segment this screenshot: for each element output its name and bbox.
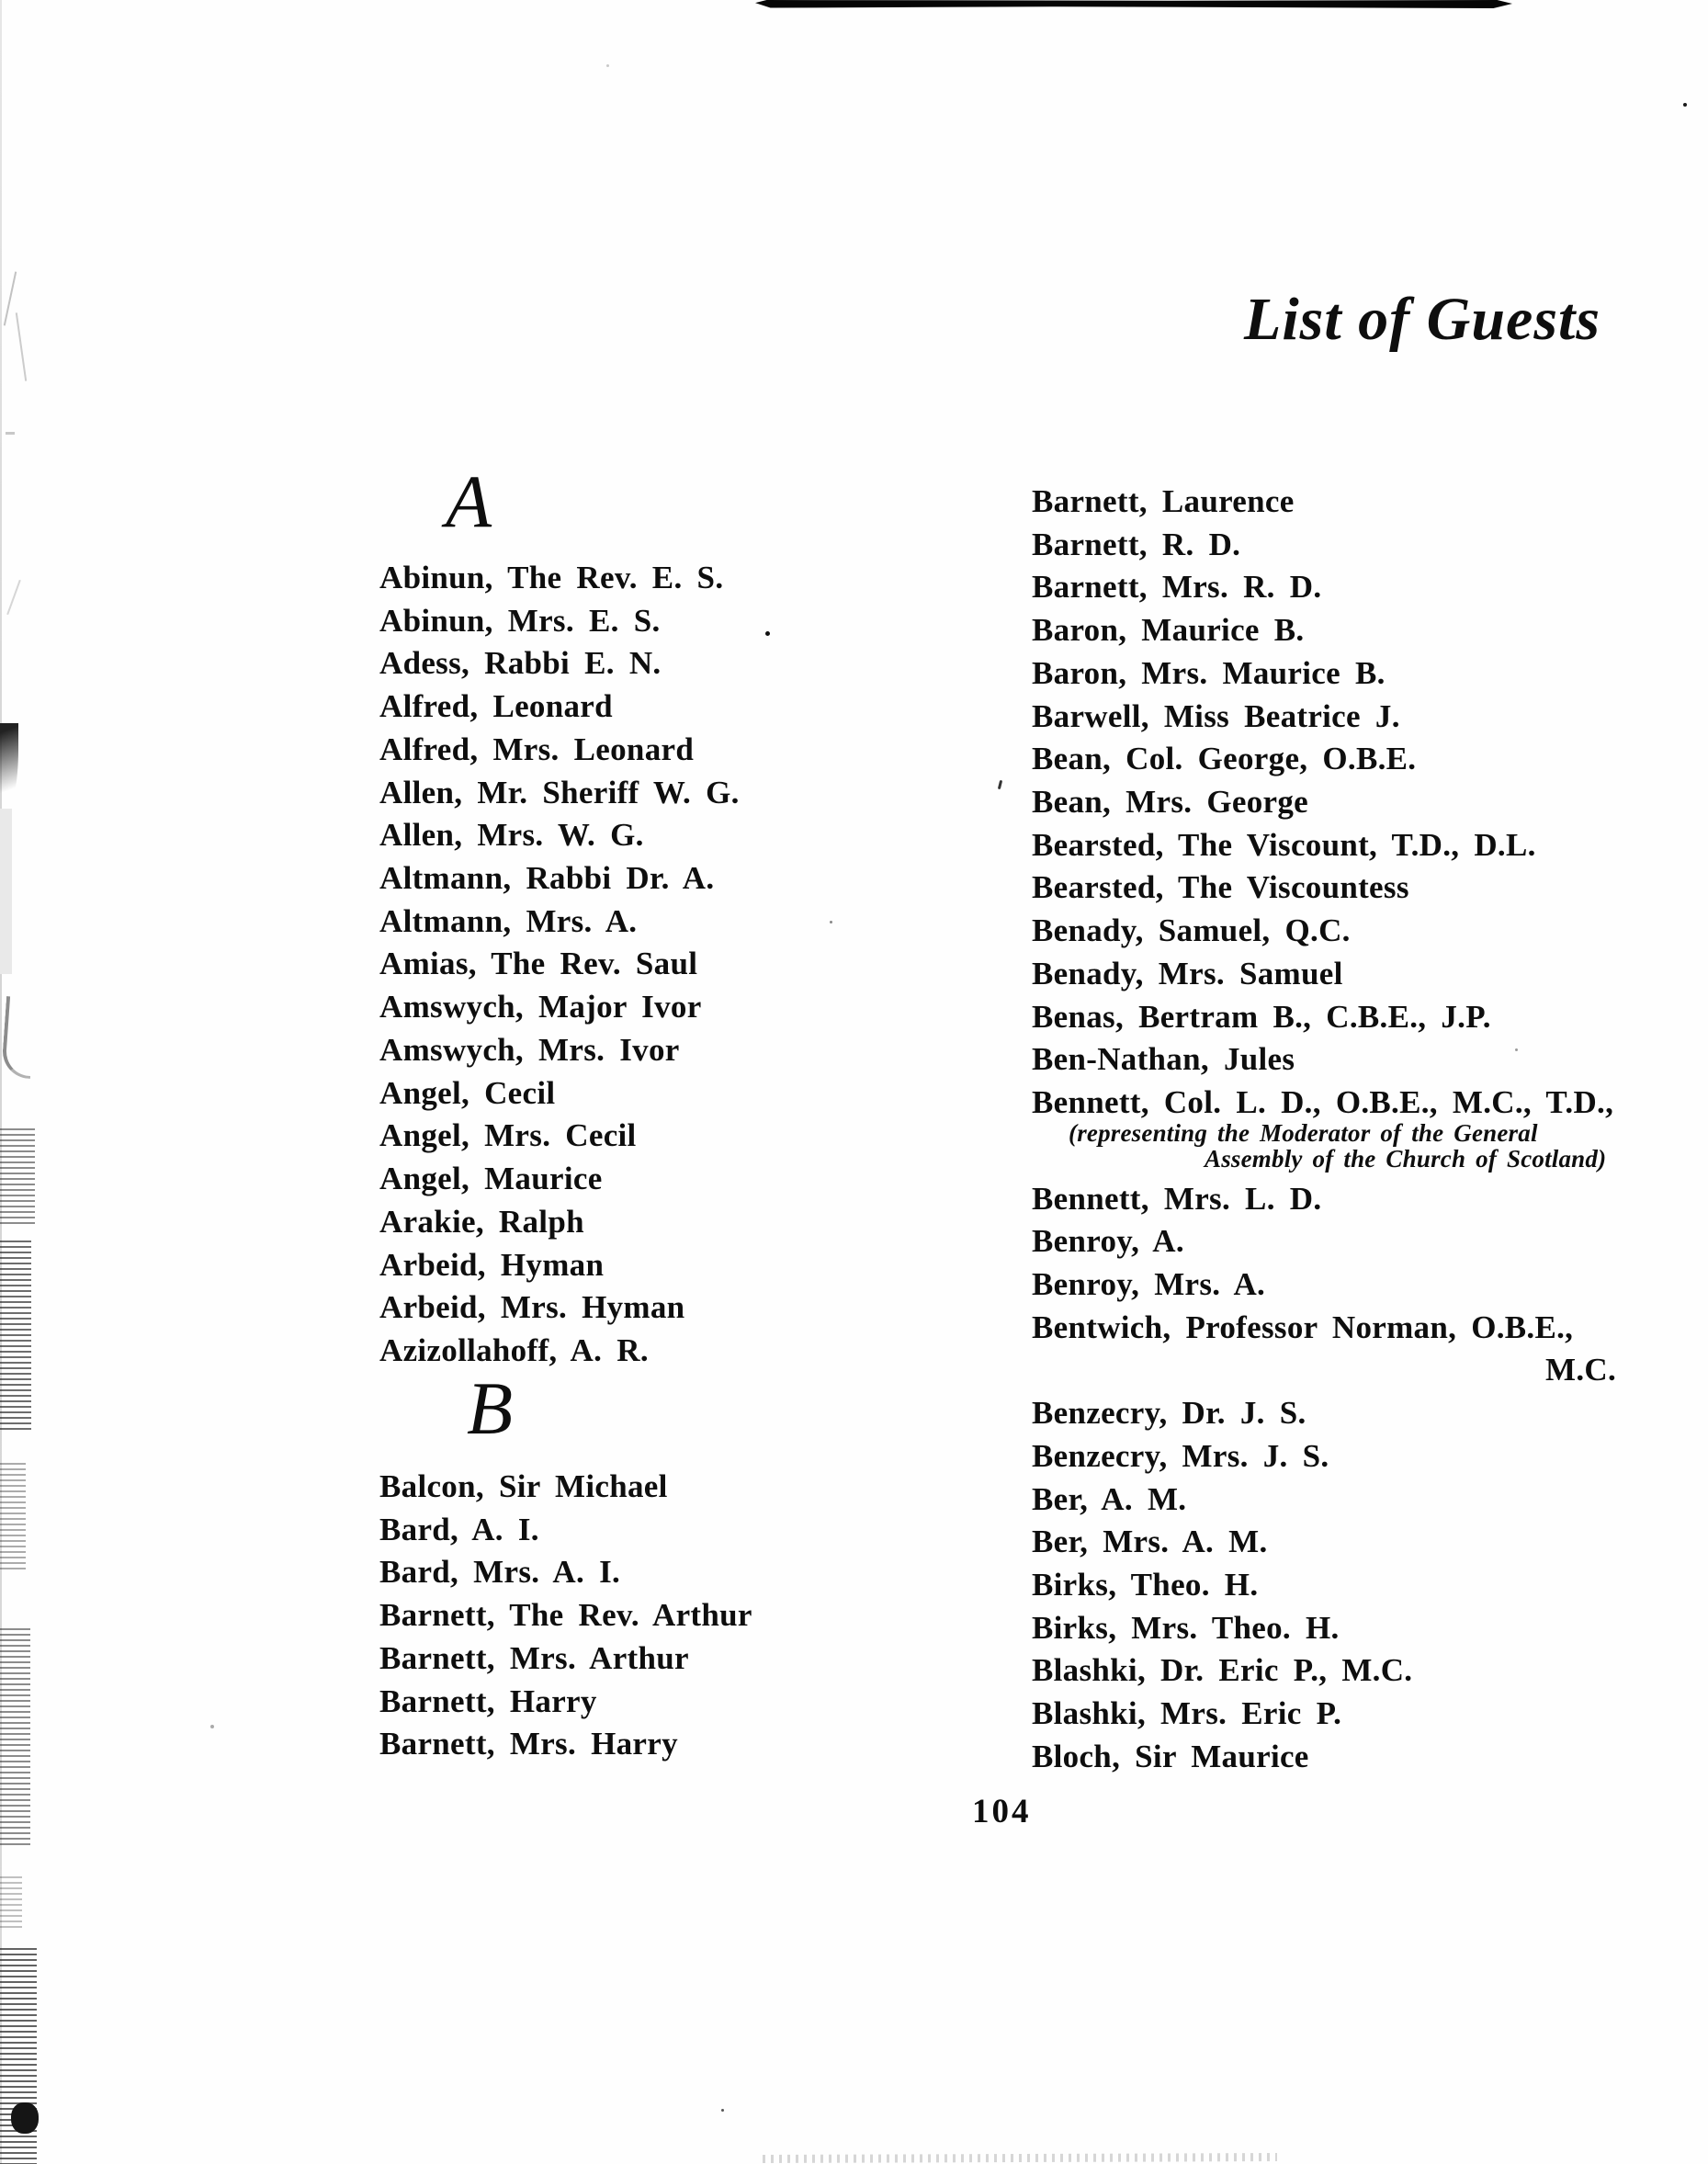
- guest-entry: Allen, Mrs. W. G.: [379, 817, 644, 853]
- guest-entry: Arakie, Ralph: [379, 1204, 584, 1240]
- guest-entry: Bennett, Mrs. L. D.: [1032, 1181, 1322, 1217]
- guest-entry: Birks, Mrs. Theo. H.: [1032, 1610, 1340, 1646]
- guest-entry: Barnett, R. D.: [1032, 527, 1241, 562]
- guest-entry: Bean, Mrs. George: [1032, 784, 1308, 820]
- guest-entry: Allen, Mr. Sheriff W. G.: [379, 775, 740, 810]
- guest-entry: Assembly of the Church of Scotland): [1205, 1145, 1607, 1173]
- guest-entry: Bentwich, Professor Norman, O.B.E.,: [1032, 1309, 1574, 1345]
- guest-entry: Altmann, Mrs. A.: [379, 903, 638, 939]
- scan-artifact-scratch: [6, 580, 21, 615]
- scan-artifact-speck: [765, 631, 770, 636]
- guest-entry: Benroy, Mrs. A.: [1032, 1266, 1266, 1302]
- guest-entry: Bard, A. I.: [379, 1512, 539, 1547]
- guest-entry: Bean, Col. George, O.B.E.: [1032, 741, 1417, 776]
- section-letter: B: [467, 1366, 514, 1450]
- guest-entry: Amswych, Mrs. Ivor: [379, 1032, 680, 1068]
- guest-entry: Barnett, The Rev. Arthur: [379, 1597, 752, 1633]
- scan-artifact-scratch: [6, 432, 15, 435]
- scan-artifact-binding-stripes: [0, 1463, 26, 1571]
- scan-artifact-mark: [1, 996, 36, 1079]
- guest-entry: Ber, Mrs. A. M.: [1032, 1524, 1268, 1559]
- guest-entry: Angel, Cecil: [379, 1075, 556, 1111]
- guest-entry: Angel, Mrs. Cecil: [379, 1117, 637, 1153]
- guest-entry: Alfred, Leonard: [379, 688, 613, 724]
- guest-entry: Benady, Samuel, Q.C.: [1032, 912, 1351, 948]
- guest-entry: Azizollahoff, A. R.: [379, 1332, 649, 1368]
- scan-artifact-scratch: [4, 271, 17, 325]
- scan-artifact-speck: [721, 2109, 724, 2112]
- guest-entry: (representing the Moderator of the General: [1069, 1119, 1538, 1147]
- guest-entry: Benzecry, Mrs. J. S.: [1032, 1438, 1329, 1474]
- guest-entry: Blashki, Mrs. Eric P.: [1032, 1695, 1342, 1731]
- guest-entry: Bearsted, The Viscount, T.D., D.L.: [1032, 827, 1536, 863]
- guest-entry: Barnett, Harry: [379, 1683, 597, 1719]
- guest-entry: Arbeid, Mrs. Hyman: [379, 1289, 685, 1325]
- section-letter: A: [446, 459, 492, 543]
- guest-entry: Amias, The Rev. Saul: [379, 946, 698, 981]
- scan-artifact-smudge: [763, 2153, 1277, 2163]
- scan-artifact-binding-stripes: [0, 1876, 22, 1932]
- guest-entry: Bennett, Col. L. D., O.B.E., M.C., T.D.,: [1032, 1084, 1614, 1120]
- guest-entry: Ber, A. M.: [1032, 1481, 1187, 1517]
- guest-entry: Bard, Mrs. A. I.: [379, 1554, 621, 1590]
- scan-artifact-scratch: [16, 312, 27, 381]
- guest-entry: Alfred, Mrs. Leonard: [379, 731, 695, 767]
- guest-entry: Barnett, Laurence: [1032, 483, 1295, 519]
- guest-entry: Adess, Rabbi E. N.: [379, 645, 662, 681]
- guest-entry: Amswych, Major Ivor: [379, 989, 702, 1025]
- guest-entry: Abinun, Mrs. E. S.: [379, 603, 661, 639]
- guest-entry: Bearsted, The Viscountess: [1032, 869, 1409, 905]
- scan-artifact-speck: [210, 1725, 214, 1728]
- guest-entry: Altmann, Rabbi Dr. A.: [379, 860, 715, 896]
- guest-entry: Barnett, Mrs. R. D.: [1032, 569, 1322, 605]
- guest-entry: Barnett, Mrs. Harry: [379, 1726, 678, 1762]
- scan-artifact-top-bar: [755, 0, 1512, 8]
- guest-entry: Ben-Nathan, Jules: [1032, 1041, 1295, 1077]
- guest-entry: Benady, Mrs. Samuel: [1032, 956, 1343, 991]
- guest-entry: Abinun, The Rev. E. S.: [379, 560, 724, 595]
- scan-artifact-mark: [0, 723, 18, 810]
- guest-entry: Benas, Bertram B., C.B.E., J.P.: [1032, 999, 1491, 1035]
- scan-artifact-speck: [1683, 103, 1687, 107]
- guest-entry: Arbeid, Hyman: [379, 1247, 605, 1283]
- scan-artifact-edge-line: [0, 0, 2, 2164]
- scan-artifact-speck: [998, 780, 1002, 789]
- page-title: List of Guests: [1244, 286, 1601, 353]
- guest-entry: Birks, Theo. H.: [1032, 1567, 1259, 1603]
- guest-entry: Baron, Maurice B.: [1032, 612, 1305, 648]
- scan-artifact-speck: [1515, 1048, 1518, 1051]
- guest-entry: Benroy, A.: [1032, 1223, 1184, 1259]
- guest-entry: Bloch, Sir Maurice: [1032, 1739, 1309, 1774]
- guest-entry: Baron, Mrs. Maurice B.: [1032, 655, 1386, 691]
- guest-entry: Benzecry, Dr. J. S.: [1032, 1395, 1306, 1431]
- scan-artifact-binding-stripes: [0, 1241, 31, 1433]
- scan-artifact-blob: [11, 2102, 39, 2134]
- guest-entry: Blashki, Dr. Eric P., M.C.: [1032, 1652, 1413, 1688]
- scan-artifact-speck: [606, 64, 609, 67]
- guest-entry: Angel, Maurice: [379, 1161, 603, 1196]
- scan-artifact-binding-stripes: [0, 1628, 30, 1847]
- scan-artifact-binding-stripes: [0, 1128, 35, 1225]
- guest-entry: Barnett, Mrs. Arthur: [379, 1640, 689, 1676]
- scan-artifact-speck: [830, 921, 832, 923]
- guest-entry-continuation: M.C.: [1544, 1352, 1616, 1388]
- scan-artifact-binding-stripes: [0, 1948, 37, 2164]
- scan-artifact-mark: [0, 809, 12, 974]
- page-number: 104: [972, 1793, 1032, 1830]
- guest-entry: Balcon, Sir Michael: [379, 1468, 668, 1504]
- guest-entry: Barwell, Miss Beatrice J.: [1032, 698, 1400, 734]
